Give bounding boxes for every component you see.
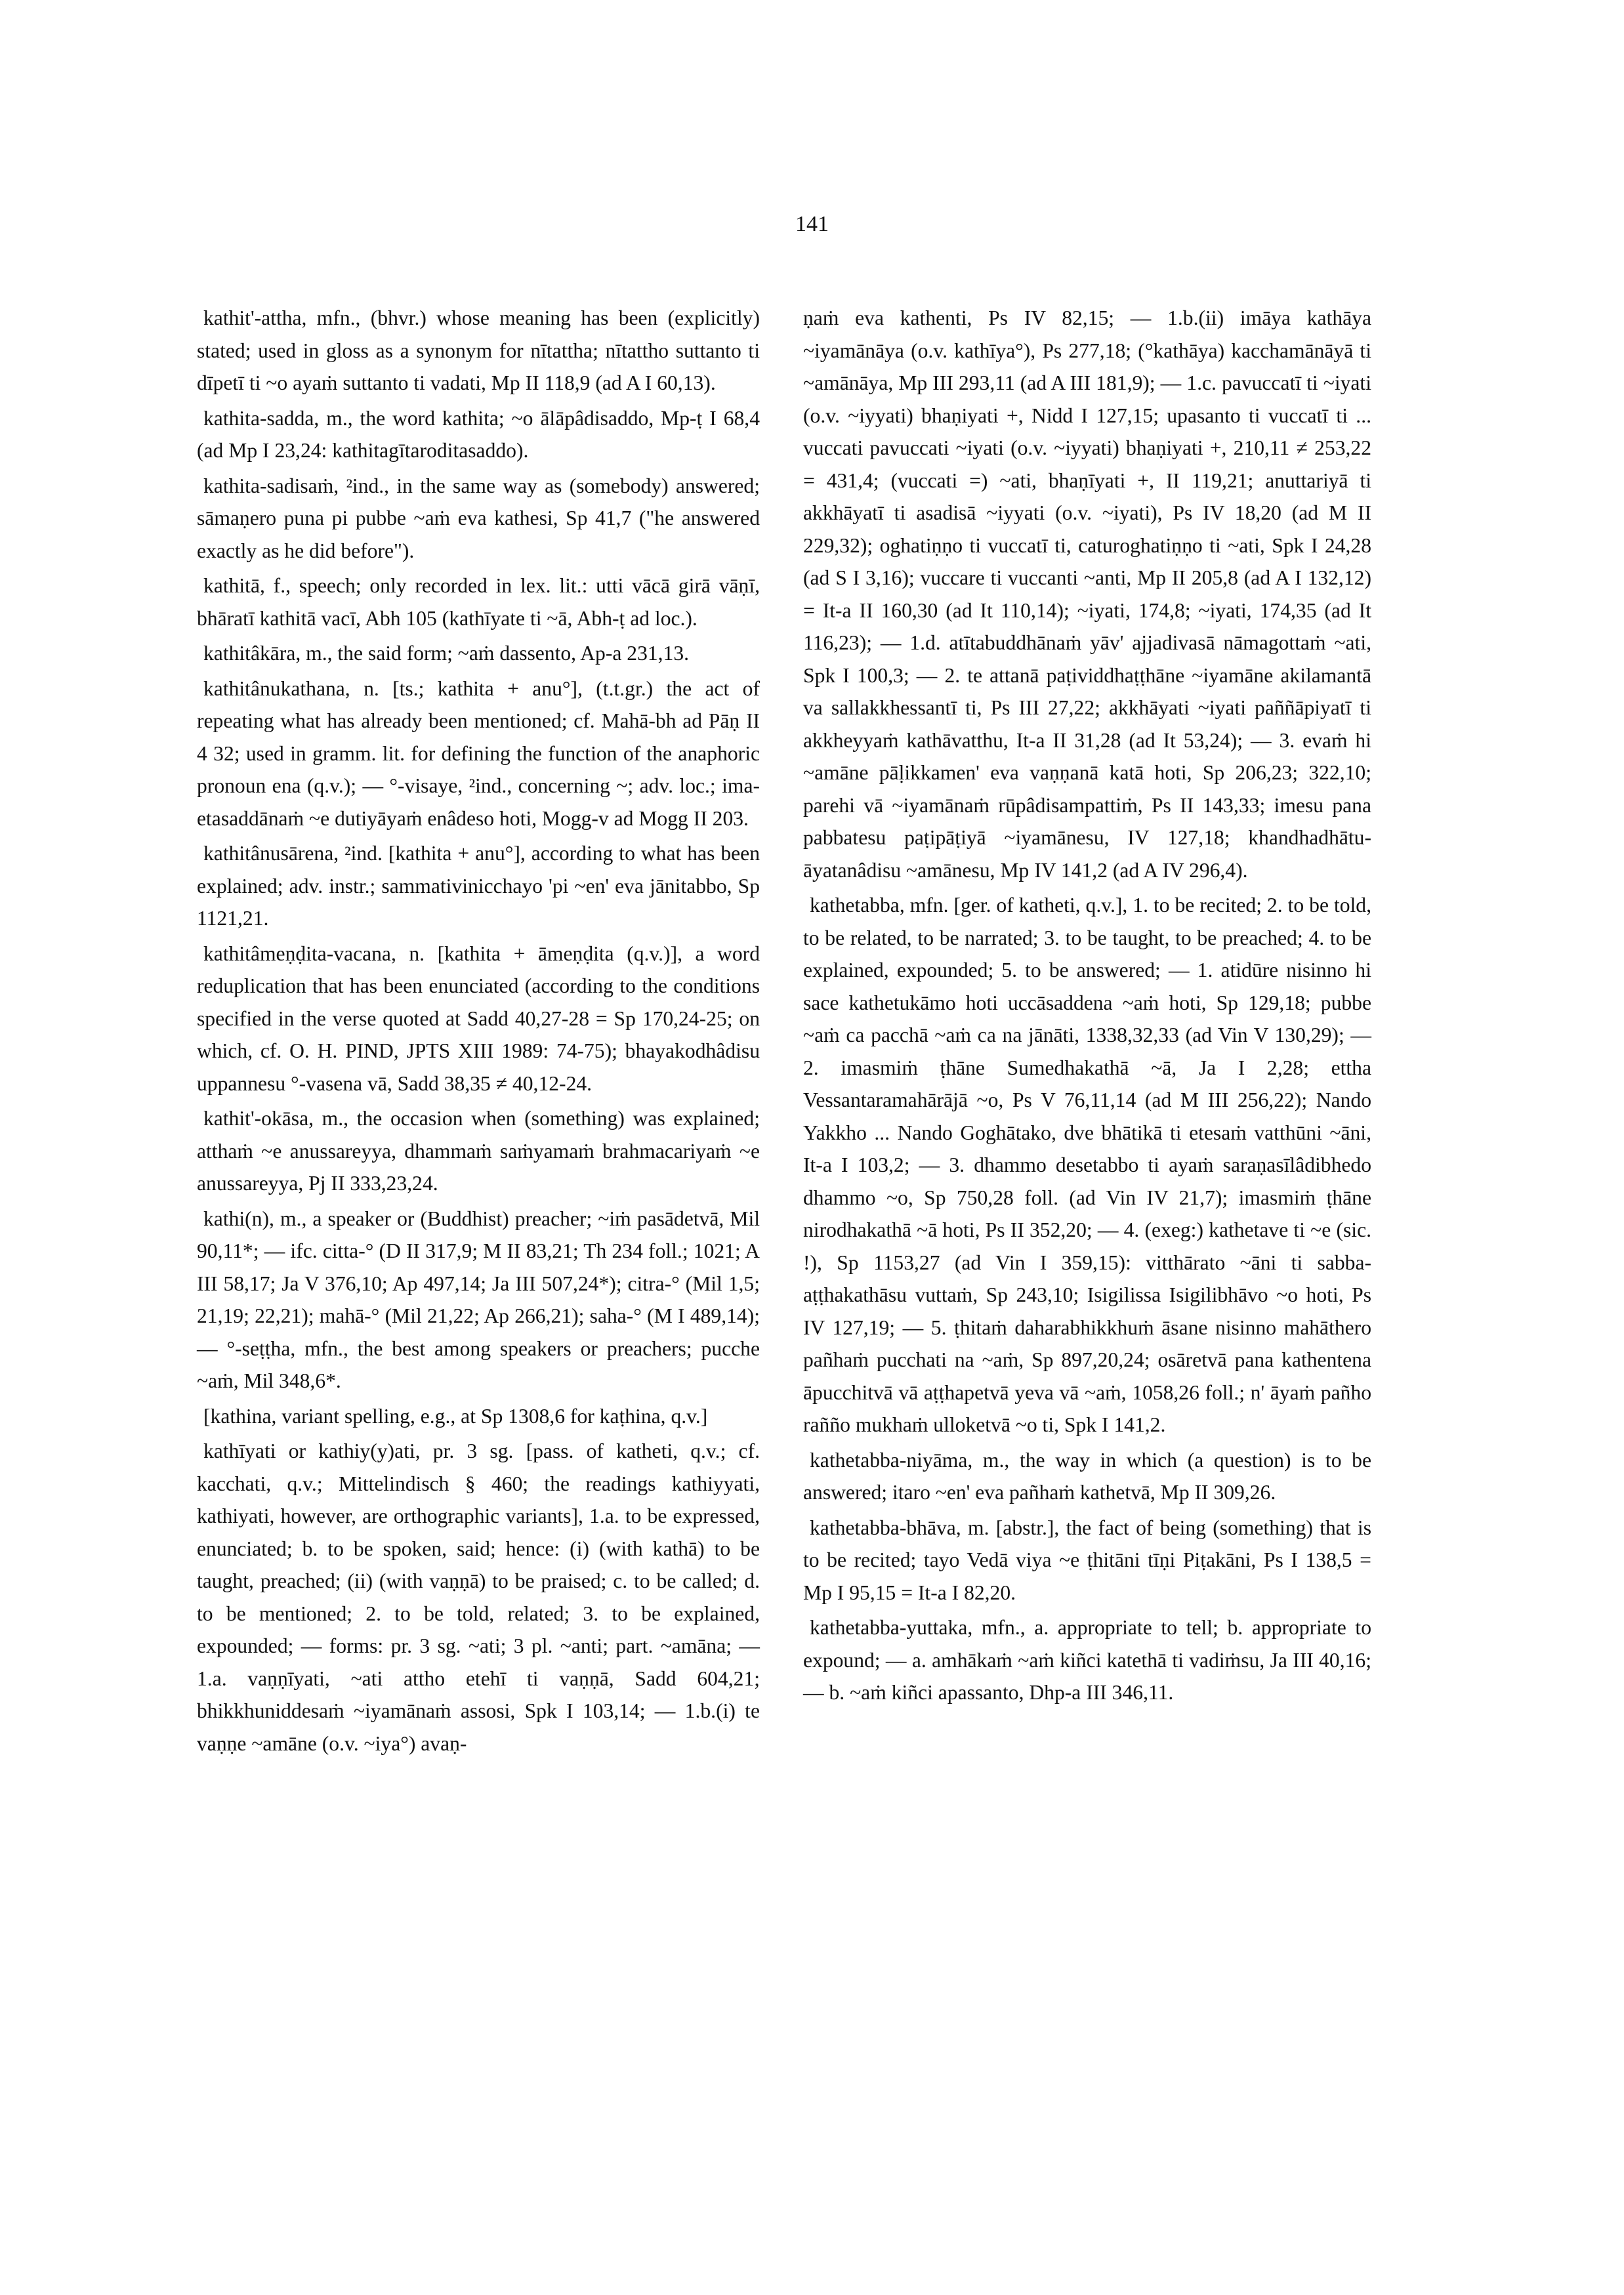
dictionary-entry: kathit'-attha, mfn., (bhvr.) whose meaning has been (explicitly) stated; used in gloss as a synonym for nītattha; nītattho suttanto ti dīpetī ti ~o ayaṁ suttanto ti vadati, Mp II 118,9 (ad A I 60,13). xyxy=(197,306,760,394)
dictionary-entry: kathīyati or kathiy(y)ati, pr. 3 sg. [pass. of katheti, q.v.; cf. kacchati, q.v.; Mittelindisch § 460; the readings kathiyyati, kathiyati, however, are orthographic variants], 1.a. to be expressed, enunciated; b. to be spoken, said; hence: (i) (with kathā) to be taught, preached; (ii) (with vaṇṇā) to be praised; c. to be called; d. to be mentioned; 2. to be told, related; 3. to be explained, expounded; — forms: pr. 3 sg. ~ati; 3 pl. ~anti; part. ~amāna; — 1.a. vaṇṇīyati, ~ati attho etehī ti vaṇṇā, Sadd 604,21; bhikkhuniddesaṁ ~iyamānaṁ assosi, Spk I 103,14; — 1.b.(i) te vaṇṇe ~amāne (o.v. ~iya°) avaṇ- xyxy=(197,1439,760,1755)
dictionary-entry: kathi(n), m., a speaker or (Buddhist) preacher; ~iṁ pasādetvā, Mil 90,11*; — ifc. citta-° (D II 317,9; M II 83,21; Th 234 foll.; 1021; A III 58,17; Ja V 376,10; Ap 497,14; Ja III 507,24*); citra-° (Mil 1,5; 21,19; 22,21); mahā-° (Mil 21,22; Ap 266,21); saha-° (M I 489,14); — °-seṭṭha, mfn., the best among speakers or preachers; pucche ~aṁ, Mil 348,6*. xyxy=(197,1207,760,1392)
dictionary-entry: kathita-sadda, m., the word kathita; ~o ālāpâdisaddo, Mp-ṭ I 68,4 (ad Mp I 23,24: kathitagītaroditasaddo). xyxy=(197,406,760,462)
page-number: 141 xyxy=(795,212,829,236)
dictionary-entry-continued: ṇaṁ eva kathenti, Ps IV 82,15; — 1.b.(ii) imāya kathāya ~iyamānāya (o.v. kathīya°), Ps 277,18; (°kathāya) kacchamānāyā ti ~amānāya, Mp III 293,11 (ad A III 181,9); — 1.c. pavuccatī ti ~iyati (o.v. ~iyyati) bhaṇiyati +, Nidd I 127,15; upasanto ti vuccatī ti ... vuccati pavuccati ~iyati (o.v. ~iyyati) bhaṇiyati +, 210,11 ≠ 253,22 = 431,4; (vuccati =) ~ati, bhaṇīyati +, II 119,21; anuttariyā ti akkhāyatī ti asadisā ~iyyati (o.v. ~iyati), Ps IV 18,20 (ad M II 229,32); oghatiṇṇo ti vuccatī ti, caturoghatiṇṇo ti ~ati, Spk I 24,28 (ad S I 3,16); vuccare ti vuccanti ~anti, Mp II 205,8 (ad A I 132,12) = It-a II 160,30 (ad It 110,14); ~iyati, 174,8; ~iyati, 174,35 (ad It 116,23); — 1.d. atītabuddhānaṁ yāv' ajjadivasā nāmagottaṁ ~ati, Spk I 100,3; — 2. te attanā paṭividdhaṭṭhāne ~iyamāne akilamantā va sallakkhessantī ti, Ps III 27,22; akkhāyati ~iyati paññāpiyatī ti akkheyyaṁ kathāvatthu, It-a II 31,28 (ad It 53,24); — 3. evaṁ hi ~amāne pāḷikkamen' eva vaṇṇanā katā hoti, Sp 206,23; 322,10; parehi vā ~iyamānaṁ rūpâdisampattiṁ, Ps II 143,33; imesu pana pabbatesu paṭipāṭiyā ~iyamānesu, IV 127,18; khandhadhātu-āyatanâdisu ~amānesu, Mp IV 141,2 (ad A IV 296,4). xyxy=(803,306,1371,882)
dictionary-entry: kathitânukathana, n. [ts.; kathita + anu°], (t.t.gr.) the act of repeating what has already been mentioned; cf. Mahā-bh ad Pāṇ II 4 32; used in gramm. lit. for defining the function of the anaphoric pronoun ena (q.v.); — °-visaye, ²ind., concerning ~; adv. loc.; ima-etasaddānaṁ ~e dutiyāyaṁ enâdeso hoti, Mogg-v ad Mogg II 203. xyxy=(197,676,760,830)
dictionary-entry: kathitâkāra, m., the said form; ~aṁ dassento, Ap-a 231,13. xyxy=(203,642,690,665)
dictionary-entry: kathitânusārena, ²ind. [kathita + anu°], according to what has been explained; adv. instr.; sammativinicchayo 'pi ~en' eva jānitabbo, Sp 1121,21. xyxy=(197,842,760,930)
dictionary-entry: kathetabba-bhāva, m. [abstr.], the fact of being (something) that is to be recited; tayo Vedā viya ~e ṭhitāni tīṇi Piṭakāni, Ps I 138,5 = Mp I 95,15 = It-a I 82,20. xyxy=(803,1516,1371,1604)
dictionary-entry: kathita-sadisaṁ, ²ind., in the same way as (somebody) answered; sāmaṇero puna pi pubbe ~aṁ eva kathesi, Sp 41,7 ("he answered exactly as he did before"). xyxy=(197,474,760,562)
dictionary-entry: kathetabba, mfn. [ger. of katheti, q.v.], 1. to be recited; 2. to be told, to be related, to be narrated; 3. to be taught, to be preached; 4. to be explained, expounded; 5. to be answered; — 1. atidūre nisinno hi sace kathetukāmo hoti uccāsaddena ~aṁ hoti, Sp 129,18; pubbe ~aṁ ca pacchā ~aṁ ca na jānāti, 1338,32,33 (ad Vin V 130,29); — 2. imasmiṁ ṭhāne Sumedhakathā ~ā, Ja I 2,28; ettha Vessantaramahārājā ~o, Ps V 76,11,14 (ad M III 256,22); Nando Yakkho ... Nando Goghātako, dve bhātikā ti etesaṁ vatthūni ~āni, It-a I 103,2; — 3. dhammo desetabbo ti ayaṁ saraṇasīlâdibhedo dhammo ~o, Sp 750,28 foll. (ad Vin IV 21,7); imasmiṁ ṭhāne nirodhakathā ~ā hoti, Ps II 352,20; — 4. (exeg:) kathetave ti ~e (sic. !), Sp 1153,27 (ad Vin I 359,15): vitthārato ~āni ti sabba-aṭṭhakathāsu vuttaṁ, Sp 243,10; Isigilissa Isigilibhāvo ~o hoti, Ps IV 127,19; — 5. ṭhitaṁ daharabhikkhuṁ āsane nisinno mahāthero pañhaṁ pucchati na ~aṁ, Sp 897,20,24; osāretvā pana kathentena āpucchitvā vā aṭṭhapetvā yeva vā ~aṁ, 1058,26 foll.; n' āyaṁ pañho rañño mukhaṁ ulloketvā ~o ti, Spk I 141,2. xyxy=(803,894,1371,1436)
dictionary-entry: kathit'-okāsa, m., the occasion when (something) was explained; atthaṁ ~e anussareyya, dhammaṁ saṁyamaṁ brahmacariyaṁ ~e anussareyya, Pj II 333,23,24. xyxy=(197,1107,760,1195)
dictionary-entry: kathetabba-yuttaka, mfn., a. appropriate to tell; b. appropriate to expound; — a. amhākaṁ ~aṁ kiñci katethā ti vadiṁsu, Ja III 40,16; — b. ~aṁ kiñci apassanto, Dhp-a III 346,11. xyxy=(803,1616,1371,1704)
dictionary-entry: kathitâmeṇḍita-vacana, n. [kathita + āmeṇḍita (q.v.)], a word reduplication that has been enunciated (according to the conditions specified in the verse quoted at Sadd 40,27-28 = Sp 170,24-25; on which, cf. O. H. PIND, JPTS XIII 1989: 74-75); bhayakodhâdisu uppannesu °-vasena vā, Sadd 38,35 ≠ 40,12-24. xyxy=(197,941,760,1095)
right-column xyxy=(803,302,1371,1712)
dictionary-entry: kathitā, f., speech; only recorded in lex. lit.: utti vācā girā vāṇī, bhāratī kathitā vacī, Abh 105 (kathīyate ti ~ā, Abh-ṭ ad loc.). xyxy=(197,574,760,630)
dictionary-entry: [kathina, variant spelling, e.g., at Sp 1308,6 for kaṭhina, q.v.] xyxy=(203,1404,708,1428)
left-column xyxy=(197,302,760,1762)
dictionary-entry: kathetabba-niyāma, m., the way in which (a question) is to be answered; itaro ~en' eva pañhaṁ kathetvā, Mp II 309,26. xyxy=(803,1448,1371,1504)
